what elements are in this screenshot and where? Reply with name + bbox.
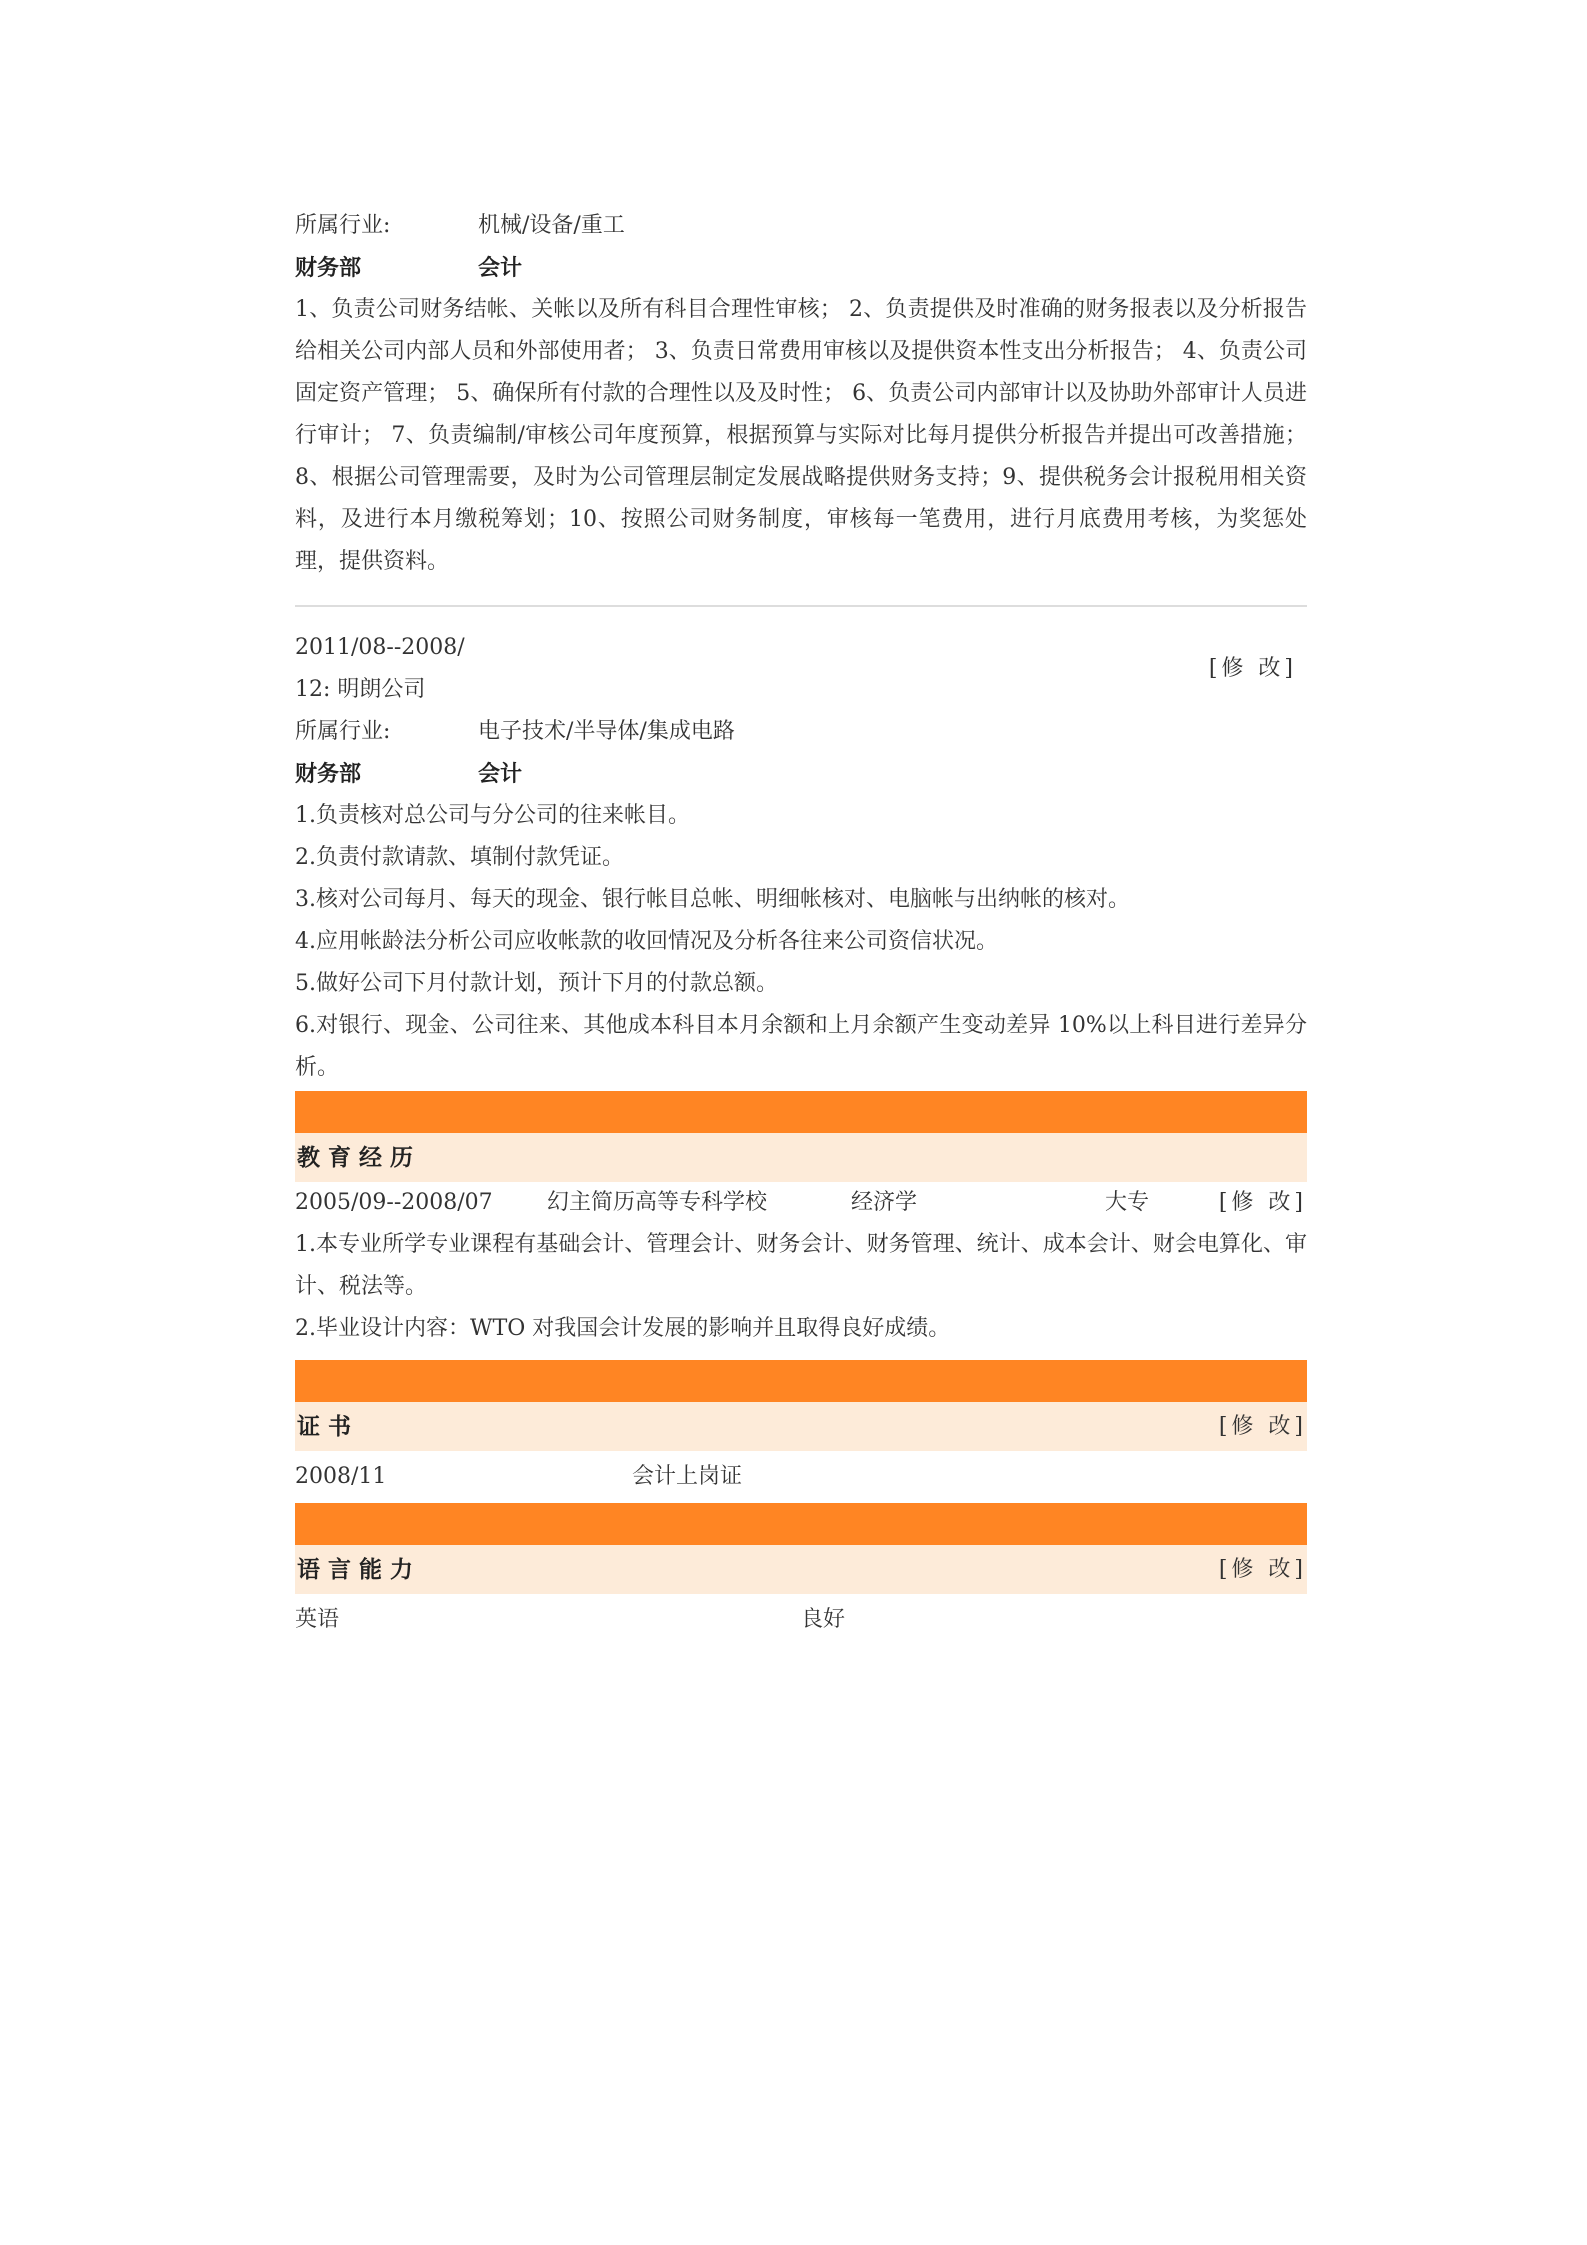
education-detail-item: 2.毕业设计内容：WTO 对我国会计发展的影响并且取得良好成绩。: [295, 1316, 951, 1341]
job2-period-line1: 2011/08--2008/: [295, 635, 465, 660]
job2-edit-button[interactable]: [修 改]: [1208, 656, 1297, 681]
section-bar: [295, 1091, 1307, 1133]
section-bar: [295, 1360, 1307, 1402]
education-degree: 大专: [1105, 1190, 1150, 1215]
duty-item: 2.负责付款请款、填制付款凭证。: [295, 845, 624, 870]
job1-description: 1、负责公司财务结帐、关帐以及所有科目合理性审核； 2、负责提供及时准确的财务报表以及分析报告给相关公司内部人员和外部使用者； 3、负责日常费用审核以及提供资本性支出分析报告； 4、负责公司固定资产管理； 5、确保所有付款的合理性以及及时性； 6、负责公司内部审计以及协助外部审计人员进行审计； 7、负责编制/审核公司年度预算，根据预算与实际对比每月提供分析报告并提出可改善措施； 8、根据公司管理需要，及时为公司管理层制定发展战略提供财务支持；9、提供税务会计报税用相关资料，及进行本月缴税筹划；10、按照公司财务制度，审核每一笔费用，进行月底费用考核，为奖惩处理，提供资料。: [295, 297, 1307, 574]
job1-position-row: [295, 247, 1307, 289]
languages-title-text: 语言能力: [297, 1556, 421, 1583]
duty-item: 4.应用帐龄法分析公司应收帐款的收回情况及分析各往来公司资信状况。: [295, 929, 998, 954]
education-detail-item: 1.本专业所学专业课程有基础会计、管理会计、财务会计、财务管理、统计、成本会计、财会电算化、审计、税法等。: [295, 1232, 1307, 1299]
job2-industry-row: [295, 711, 1307, 753]
industry-value: 机械/设备/重工: [478, 213, 625, 238]
section-bar: [295, 1503, 1307, 1545]
certificate-date: 2008/11: [295, 1464, 387, 1489]
job2-duties: [295, 795, 1307, 1089]
position: 会计: [478, 761, 523, 787]
language-name: 英语: [295, 1607, 340, 1632]
education-title: [295, 1133, 1307, 1182]
education-details: [295, 1224, 1307, 1350]
job2-position-row: [295, 753, 1307, 795]
divider: [295, 605, 1307, 607]
duty-item: 5.做好公司下月付款计划，预计下月的付款总额。: [295, 971, 778, 996]
certificates-title-text: 证书: [297, 1413, 359, 1440]
job2-period-line2: 12: 明朗公司: [295, 677, 426, 702]
certificate-name: 会计上岗证: [632, 1464, 743, 1489]
certificates-edit-button[interactable]: [修 改]: [1218, 1414, 1307, 1439]
certificates-title: [295, 1402, 1307, 1451]
education-title-text: 教育经历: [297, 1144, 421, 1171]
certificate-row: [295, 1451, 1307, 1503]
education-edit-button[interactable]: [修 改]: [1218, 1190, 1307, 1215]
education-period: 2005/09--2008/07: [295, 1190, 493, 1215]
job1-industry-row: [295, 205, 1307, 247]
duty-item: 1.负责核对总公司与分公司的往来帐目。: [295, 803, 690, 828]
languages-title: [295, 1545, 1307, 1594]
education-school: 幻主简历高等专科学校: [547, 1190, 768, 1215]
department: 财务部: [295, 255, 362, 281]
resume-page: [295, 205, 1307, 1646]
job2-header: [295, 627, 1307, 711]
duty-item: 3.核对公司每月、每天的现金、银行帐目总帐、明细帐核对、电脑帐与出纳帐的核对。: [295, 887, 1130, 912]
education-major: 经济学: [851, 1190, 918, 1215]
duty-item: 6.对银行、现金、公司往来、其他成本科目本月余额和上月余额产生变动差异 10%以上科目进行差异分析。: [295, 1013, 1307, 1080]
industry-value: 电子技术/半导体/集成电路: [478, 719, 735, 744]
industry-label: 所属行业:: [295, 213, 391, 238]
languages-edit-button[interactable]: [修 改]: [1218, 1557, 1307, 1582]
industry-label: 所属行业:: [295, 719, 391, 744]
department: 财务部: [295, 761, 362, 787]
language-level: 良好: [801, 1607, 846, 1632]
education-row: [295, 1182, 1307, 1224]
language-row: [295, 1594, 1307, 1646]
position: 会计: [478, 255, 523, 281]
